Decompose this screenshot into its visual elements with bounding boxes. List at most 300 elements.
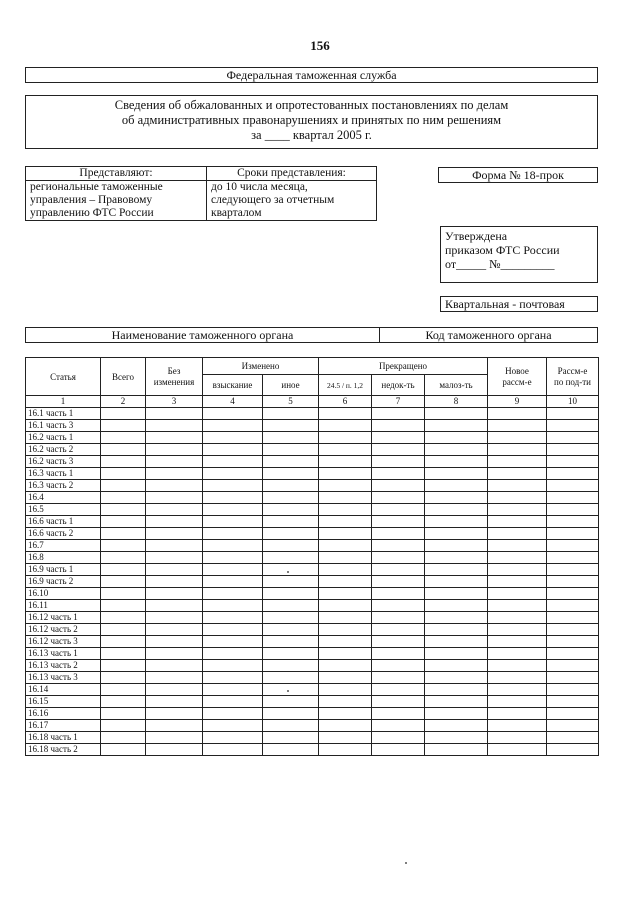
header-jurisdiction-line: по под-ти xyxy=(554,376,591,387)
title-line-3: за ____ квартал 2005 г. xyxy=(251,128,372,142)
empty-cell xyxy=(203,720,263,732)
org-row xyxy=(25,327,598,343)
row-article: 16.13 часть 3 xyxy=(26,672,101,684)
empty-cell xyxy=(547,540,599,552)
empty-cell xyxy=(372,660,425,672)
empty-cell xyxy=(425,552,488,564)
empty-cell xyxy=(488,480,547,492)
header-term-minor: малоз-ть xyxy=(425,375,488,396)
empty-cell xyxy=(146,456,203,468)
empty-cell xyxy=(146,732,203,744)
empty-cell xyxy=(263,624,319,636)
empty-cell xyxy=(101,696,146,708)
row-article: 16.13 часть 2 xyxy=(26,660,101,672)
empty-cell xyxy=(547,624,599,636)
scan-speck xyxy=(405,862,407,864)
empty-cell xyxy=(146,672,203,684)
header-new-review xyxy=(488,358,547,396)
empty-cell xyxy=(547,732,599,744)
empty-cell xyxy=(319,696,372,708)
empty-cell xyxy=(101,408,146,420)
empty-cell xyxy=(101,720,146,732)
empty-cell xyxy=(101,456,146,468)
header-jurisdiction-line: Рассм-е xyxy=(557,365,588,376)
empty-cell xyxy=(488,696,547,708)
empty-cell xyxy=(425,684,488,696)
row-article: 16.12 часть 2 xyxy=(26,624,101,636)
empty-cell xyxy=(372,552,425,564)
table-row xyxy=(26,720,599,732)
empty-cell xyxy=(372,528,425,540)
empty-cell xyxy=(203,420,263,432)
empty-cell xyxy=(203,456,263,468)
empty-cell xyxy=(425,720,488,732)
empty-cell xyxy=(488,456,547,468)
org-code-label: Код таможенного органа xyxy=(380,328,598,343)
empty-cell xyxy=(146,636,203,648)
title-line-1: Сведения об обжалованных и опротестованных постановлениях по делам xyxy=(114,98,509,112)
empty-cell xyxy=(146,696,203,708)
empty-cell xyxy=(101,624,146,636)
empty-cell xyxy=(146,708,203,720)
empty-cell xyxy=(547,504,599,516)
empty-cell xyxy=(146,420,203,432)
empty-cell xyxy=(425,504,488,516)
empty-cell xyxy=(372,684,425,696)
empty-cell xyxy=(263,732,319,744)
empty-cell xyxy=(101,504,146,516)
empty-cell xyxy=(101,708,146,720)
empty-cell xyxy=(319,432,372,444)
empty-cell xyxy=(263,612,319,624)
empty-cell xyxy=(488,516,547,528)
empty-cell xyxy=(547,480,599,492)
empty-cell xyxy=(146,540,203,552)
empty-cell xyxy=(146,432,203,444)
empty-cell xyxy=(425,732,488,744)
empty-cell xyxy=(372,636,425,648)
table-row xyxy=(26,636,599,648)
empty-cell xyxy=(319,624,372,636)
empty-cell xyxy=(425,480,488,492)
empty-cell xyxy=(372,480,425,492)
header-changed-penalty: взыскание xyxy=(203,375,263,396)
empty-cell xyxy=(146,492,203,504)
empty-cell xyxy=(425,420,488,432)
table-row xyxy=(26,696,599,708)
empty-cell xyxy=(488,564,547,576)
row-article: 16.6 часть 1 xyxy=(26,516,101,528)
empty-cell xyxy=(425,612,488,624)
empty-cell xyxy=(547,528,599,540)
empty-cell xyxy=(263,576,319,588)
empty-cell xyxy=(547,492,599,504)
empty-cell xyxy=(101,576,146,588)
empty-cell xyxy=(146,504,203,516)
deadlines-header: Сроки представления: xyxy=(207,167,377,181)
empty-cell xyxy=(425,600,488,612)
empty-cell xyxy=(203,612,263,624)
empty-cell xyxy=(263,708,319,720)
empty-cell xyxy=(488,684,547,696)
table-row xyxy=(26,624,599,636)
empty-cell xyxy=(319,468,372,480)
empty-cell xyxy=(263,672,319,684)
empty-cell xyxy=(263,720,319,732)
empty-cell xyxy=(425,576,488,588)
empty-cell xyxy=(488,612,547,624)
empty-cell xyxy=(372,696,425,708)
empty-cell xyxy=(203,624,263,636)
empty-cell xyxy=(425,660,488,672)
empty-cell xyxy=(425,624,488,636)
row-article: 16.18 часть 2 xyxy=(26,744,101,756)
empty-cell xyxy=(425,648,488,660)
empty-cell xyxy=(263,420,319,432)
empty-cell xyxy=(203,732,263,744)
page-number: 156 xyxy=(310,38,330,53)
header-new-review-line: Новое xyxy=(505,365,529,376)
header-changed-other: иное xyxy=(263,375,319,396)
row-article: 16.9 часть 2 xyxy=(26,576,101,588)
empty-cell xyxy=(319,480,372,492)
empty-cell xyxy=(319,672,372,684)
empty-cell xyxy=(319,732,372,744)
agency-name: Федеральная таможенная служба xyxy=(25,67,598,83)
row-article: 16.14 xyxy=(26,684,101,696)
row-article: 16.1 часть 1 xyxy=(26,408,101,420)
empty-cell xyxy=(372,588,425,600)
empty-cell xyxy=(425,456,488,468)
column-number: 5 xyxy=(263,396,319,408)
empty-cell xyxy=(263,492,319,504)
empty-cell xyxy=(319,408,372,420)
empty-cell xyxy=(488,468,547,480)
empty-cell xyxy=(101,732,146,744)
title-line-2: об административных правонарушениях и принятых по ним решениям xyxy=(121,113,502,127)
empty-cell xyxy=(425,564,488,576)
empty-cell xyxy=(488,432,547,444)
table-row xyxy=(26,468,599,480)
empty-cell xyxy=(425,516,488,528)
row-article: 16.8 xyxy=(26,552,101,564)
empty-cell xyxy=(488,576,547,588)
empty-cell xyxy=(263,648,319,660)
empty-cell xyxy=(547,708,599,720)
empty-cell xyxy=(101,636,146,648)
empty-cell xyxy=(372,708,425,720)
empty-cell xyxy=(372,576,425,588)
empty-cell xyxy=(203,660,263,672)
row-article: 16.12 часть 3 xyxy=(26,636,101,648)
empty-cell xyxy=(547,612,599,624)
empty-cell xyxy=(488,624,547,636)
empty-cell xyxy=(203,504,263,516)
empty-cell xyxy=(425,636,488,648)
row-article: 16.2 часть 1 xyxy=(26,432,101,444)
empty-cell xyxy=(146,552,203,564)
row-article: 16.11 xyxy=(26,600,101,612)
row-article: 16.18 часть 1 xyxy=(26,732,101,744)
empty-cell xyxy=(319,600,372,612)
empty-cell xyxy=(319,744,372,756)
empty-cell xyxy=(203,492,263,504)
empty-cell xyxy=(488,720,547,732)
empty-cell xyxy=(263,456,319,468)
empty-cell xyxy=(372,432,425,444)
empty-cell xyxy=(425,432,488,444)
empty-cell xyxy=(488,408,547,420)
empty-cell xyxy=(263,516,319,528)
header-total: Всего xyxy=(101,358,146,396)
empty-cell xyxy=(319,684,372,696)
empty-cell xyxy=(263,744,319,756)
empty-cell xyxy=(488,492,547,504)
empty-cell xyxy=(263,444,319,456)
empty-cell xyxy=(488,648,547,660)
approved-line-2: приказом ФТС России xyxy=(445,243,560,257)
column-number: 10 xyxy=(547,396,599,408)
table-row xyxy=(26,408,599,420)
empty-cell xyxy=(203,636,263,648)
empty-cell xyxy=(547,660,599,672)
empty-cell xyxy=(146,600,203,612)
empty-cell xyxy=(319,456,372,468)
empty-cell xyxy=(319,552,372,564)
empty-cell xyxy=(547,648,599,660)
empty-cell xyxy=(146,480,203,492)
empty-cell xyxy=(101,672,146,684)
empty-cell xyxy=(203,576,263,588)
deadlines-line: до 10 числа месяца, xyxy=(211,181,308,193)
empty-cell xyxy=(203,696,263,708)
empty-cell xyxy=(425,672,488,684)
empty-cell xyxy=(203,432,263,444)
header-terminated: Прекращено xyxy=(319,358,488,375)
empty-cell xyxy=(146,624,203,636)
empty-cell xyxy=(146,744,203,756)
submitters-cell xyxy=(26,181,207,221)
empty-cell xyxy=(547,600,599,612)
empty-cell xyxy=(203,648,263,660)
table-row xyxy=(26,552,599,564)
empty-cell xyxy=(146,444,203,456)
empty-cell xyxy=(203,528,263,540)
empty-cell xyxy=(101,528,146,540)
header-jurisdiction xyxy=(547,358,599,396)
empty-cell xyxy=(146,408,203,420)
empty-cell xyxy=(146,576,203,588)
empty-cell xyxy=(263,552,319,564)
empty-cell xyxy=(372,624,425,636)
empty-cell xyxy=(101,660,146,672)
empty-cell xyxy=(547,408,599,420)
empty-cell xyxy=(263,660,319,672)
empty-cell xyxy=(146,564,203,576)
row-article: 16.13 часть 1 xyxy=(26,648,101,660)
empty-cell xyxy=(372,564,425,576)
empty-cell xyxy=(488,732,547,744)
column-number: 7 xyxy=(372,396,425,408)
empty-cell xyxy=(319,528,372,540)
header-article: Статья xyxy=(26,358,101,396)
empty-cell xyxy=(203,468,263,480)
empty-cell xyxy=(488,504,547,516)
empty-cell xyxy=(146,528,203,540)
empty-cell xyxy=(547,720,599,732)
table-row xyxy=(26,660,599,672)
empty-cell xyxy=(488,444,547,456)
row-article: 16.10 xyxy=(26,588,101,600)
empty-cell xyxy=(425,588,488,600)
empty-cell xyxy=(319,540,372,552)
empty-cell xyxy=(101,588,146,600)
empty-cell xyxy=(547,684,599,696)
empty-cell xyxy=(101,420,146,432)
empty-cell xyxy=(319,444,372,456)
empty-cell xyxy=(372,504,425,516)
empty-cell xyxy=(101,648,146,660)
empty-cell xyxy=(547,468,599,480)
empty-cell xyxy=(372,456,425,468)
empty-cell xyxy=(146,516,203,528)
empty-cell xyxy=(203,408,263,420)
empty-cell xyxy=(319,588,372,600)
empty-cell xyxy=(263,600,319,612)
row-article: 16.15 xyxy=(26,696,101,708)
empty-cell xyxy=(101,492,146,504)
empty-cell xyxy=(101,432,146,444)
empty-cell xyxy=(203,672,263,684)
empty-cell xyxy=(425,744,488,756)
column-number: 2 xyxy=(101,396,146,408)
empty-cell xyxy=(203,540,263,552)
table-row xyxy=(26,444,599,456)
empty-cell xyxy=(372,516,425,528)
empty-cell xyxy=(263,468,319,480)
report-title xyxy=(25,95,598,149)
empty-cell xyxy=(547,564,599,576)
empty-cell xyxy=(372,648,425,660)
empty-cell xyxy=(372,408,425,420)
empty-cell xyxy=(547,420,599,432)
table-row xyxy=(26,456,599,468)
row-article: 16.17 xyxy=(26,720,101,732)
row-article: 16.16 xyxy=(26,708,101,720)
table-row xyxy=(26,528,599,540)
empty-cell xyxy=(101,480,146,492)
empty-cell xyxy=(372,672,425,684)
empty-cell xyxy=(488,420,547,432)
empty-cell xyxy=(488,540,547,552)
empty-cell xyxy=(263,528,319,540)
row-article: 16.5 xyxy=(26,504,101,516)
empty-cell xyxy=(319,564,372,576)
empty-cell xyxy=(203,588,263,600)
empty-cell xyxy=(372,468,425,480)
empty-cell xyxy=(319,636,372,648)
empty-cell xyxy=(488,708,547,720)
empty-cell xyxy=(319,720,372,732)
empty-cell xyxy=(372,444,425,456)
empty-cell xyxy=(203,480,263,492)
header-unchanged-line: изменения xyxy=(153,376,195,387)
empty-cell xyxy=(146,720,203,732)
empty-cell xyxy=(263,540,319,552)
table-row xyxy=(26,480,599,492)
table-row xyxy=(26,504,599,516)
row-article: 16.12 часть 1 xyxy=(26,612,101,624)
empty-cell xyxy=(425,492,488,504)
submission-table xyxy=(25,166,377,221)
submitters-header: Представляют: xyxy=(26,167,207,181)
header-unchanged-line: Без xyxy=(167,365,181,376)
empty-cell xyxy=(263,432,319,444)
deadlines-line: следующего за отчетным xyxy=(211,194,335,206)
empty-cell xyxy=(372,744,425,756)
column-number: 6 xyxy=(319,396,372,408)
empty-cell xyxy=(263,504,319,516)
table-row xyxy=(26,492,599,504)
empty-cell xyxy=(101,468,146,480)
empty-cell xyxy=(101,564,146,576)
column-number-row xyxy=(26,396,599,408)
empty-cell xyxy=(203,516,263,528)
empty-cell xyxy=(547,444,599,456)
empty-cell xyxy=(101,552,146,564)
row-article: 16.6 часть 2 xyxy=(26,528,101,540)
empty-cell xyxy=(263,480,319,492)
empty-cell xyxy=(101,444,146,456)
table-row xyxy=(26,684,599,696)
approved-line-3: от_____ №_________ xyxy=(445,257,555,271)
empty-cell xyxy=(372,612,425,624)
row-article: 16.3 часть 1 xyxy=(26,468,101,480)
submitters-line: управлению ФТС России xyxy=(30,207,154,219)
empty-cell xyxy=(203,564,263,576)
empty-cell xyxy=(319,648,372,660)
deadlines-cell xyxy=(207,181,377,221)
empty-cell xyxy=(263,696,319,708)
column-number: 4 xyxy=(203,396,263,408)
row-article: 16.2 часть 3 xyxy=(26,456,101,468)
header-changed: Изменено xyxy=(203,358,319,375)
empty-cell xyxy=(101,516,146,528)
scan-speck xyxy=(287,571,289,573)
empty-cell xyxy=(101,612,146,624)
empty-cell xyxy=(101,600,146,612)
periodicity-box: Квартальная - почтовая xyxy=(440,296,598,312)
table-row xyxy=(26,744,599,756)
empty-cell xyxy=(319,612,372,624)
table-row xyxy=(26,540,599,552)
empty-cell xyxy=(425,444,488,456)
empty-cell xyxy=(547,696,599,708)
empty-cell xyxy=(319,660,372,672)
table-row xyxy=(26,432,599,444)
column-number: 1 xyxy=(26,396,101,408)
empty-cell xyxy=(547,636,599,648)
empty-cell xyxy=(319,492,372,504)
submitters-line: управления – Правовому xyxy=(30,194,153,206)
empty-cell xyxy=(488,636,547,648)
row-article: 16.7 xyxy=(26,540,101,552)
empty-cell xyxy=(547,516,599,528)
empty-cell xyxy=(263,636,319,648)
empty-cell xyxy=(372,732,425,744)
table-row xyxy=(26,600,599,612)
row-article: 16.9 часть 1 xyxy=(26,564,101,576)
